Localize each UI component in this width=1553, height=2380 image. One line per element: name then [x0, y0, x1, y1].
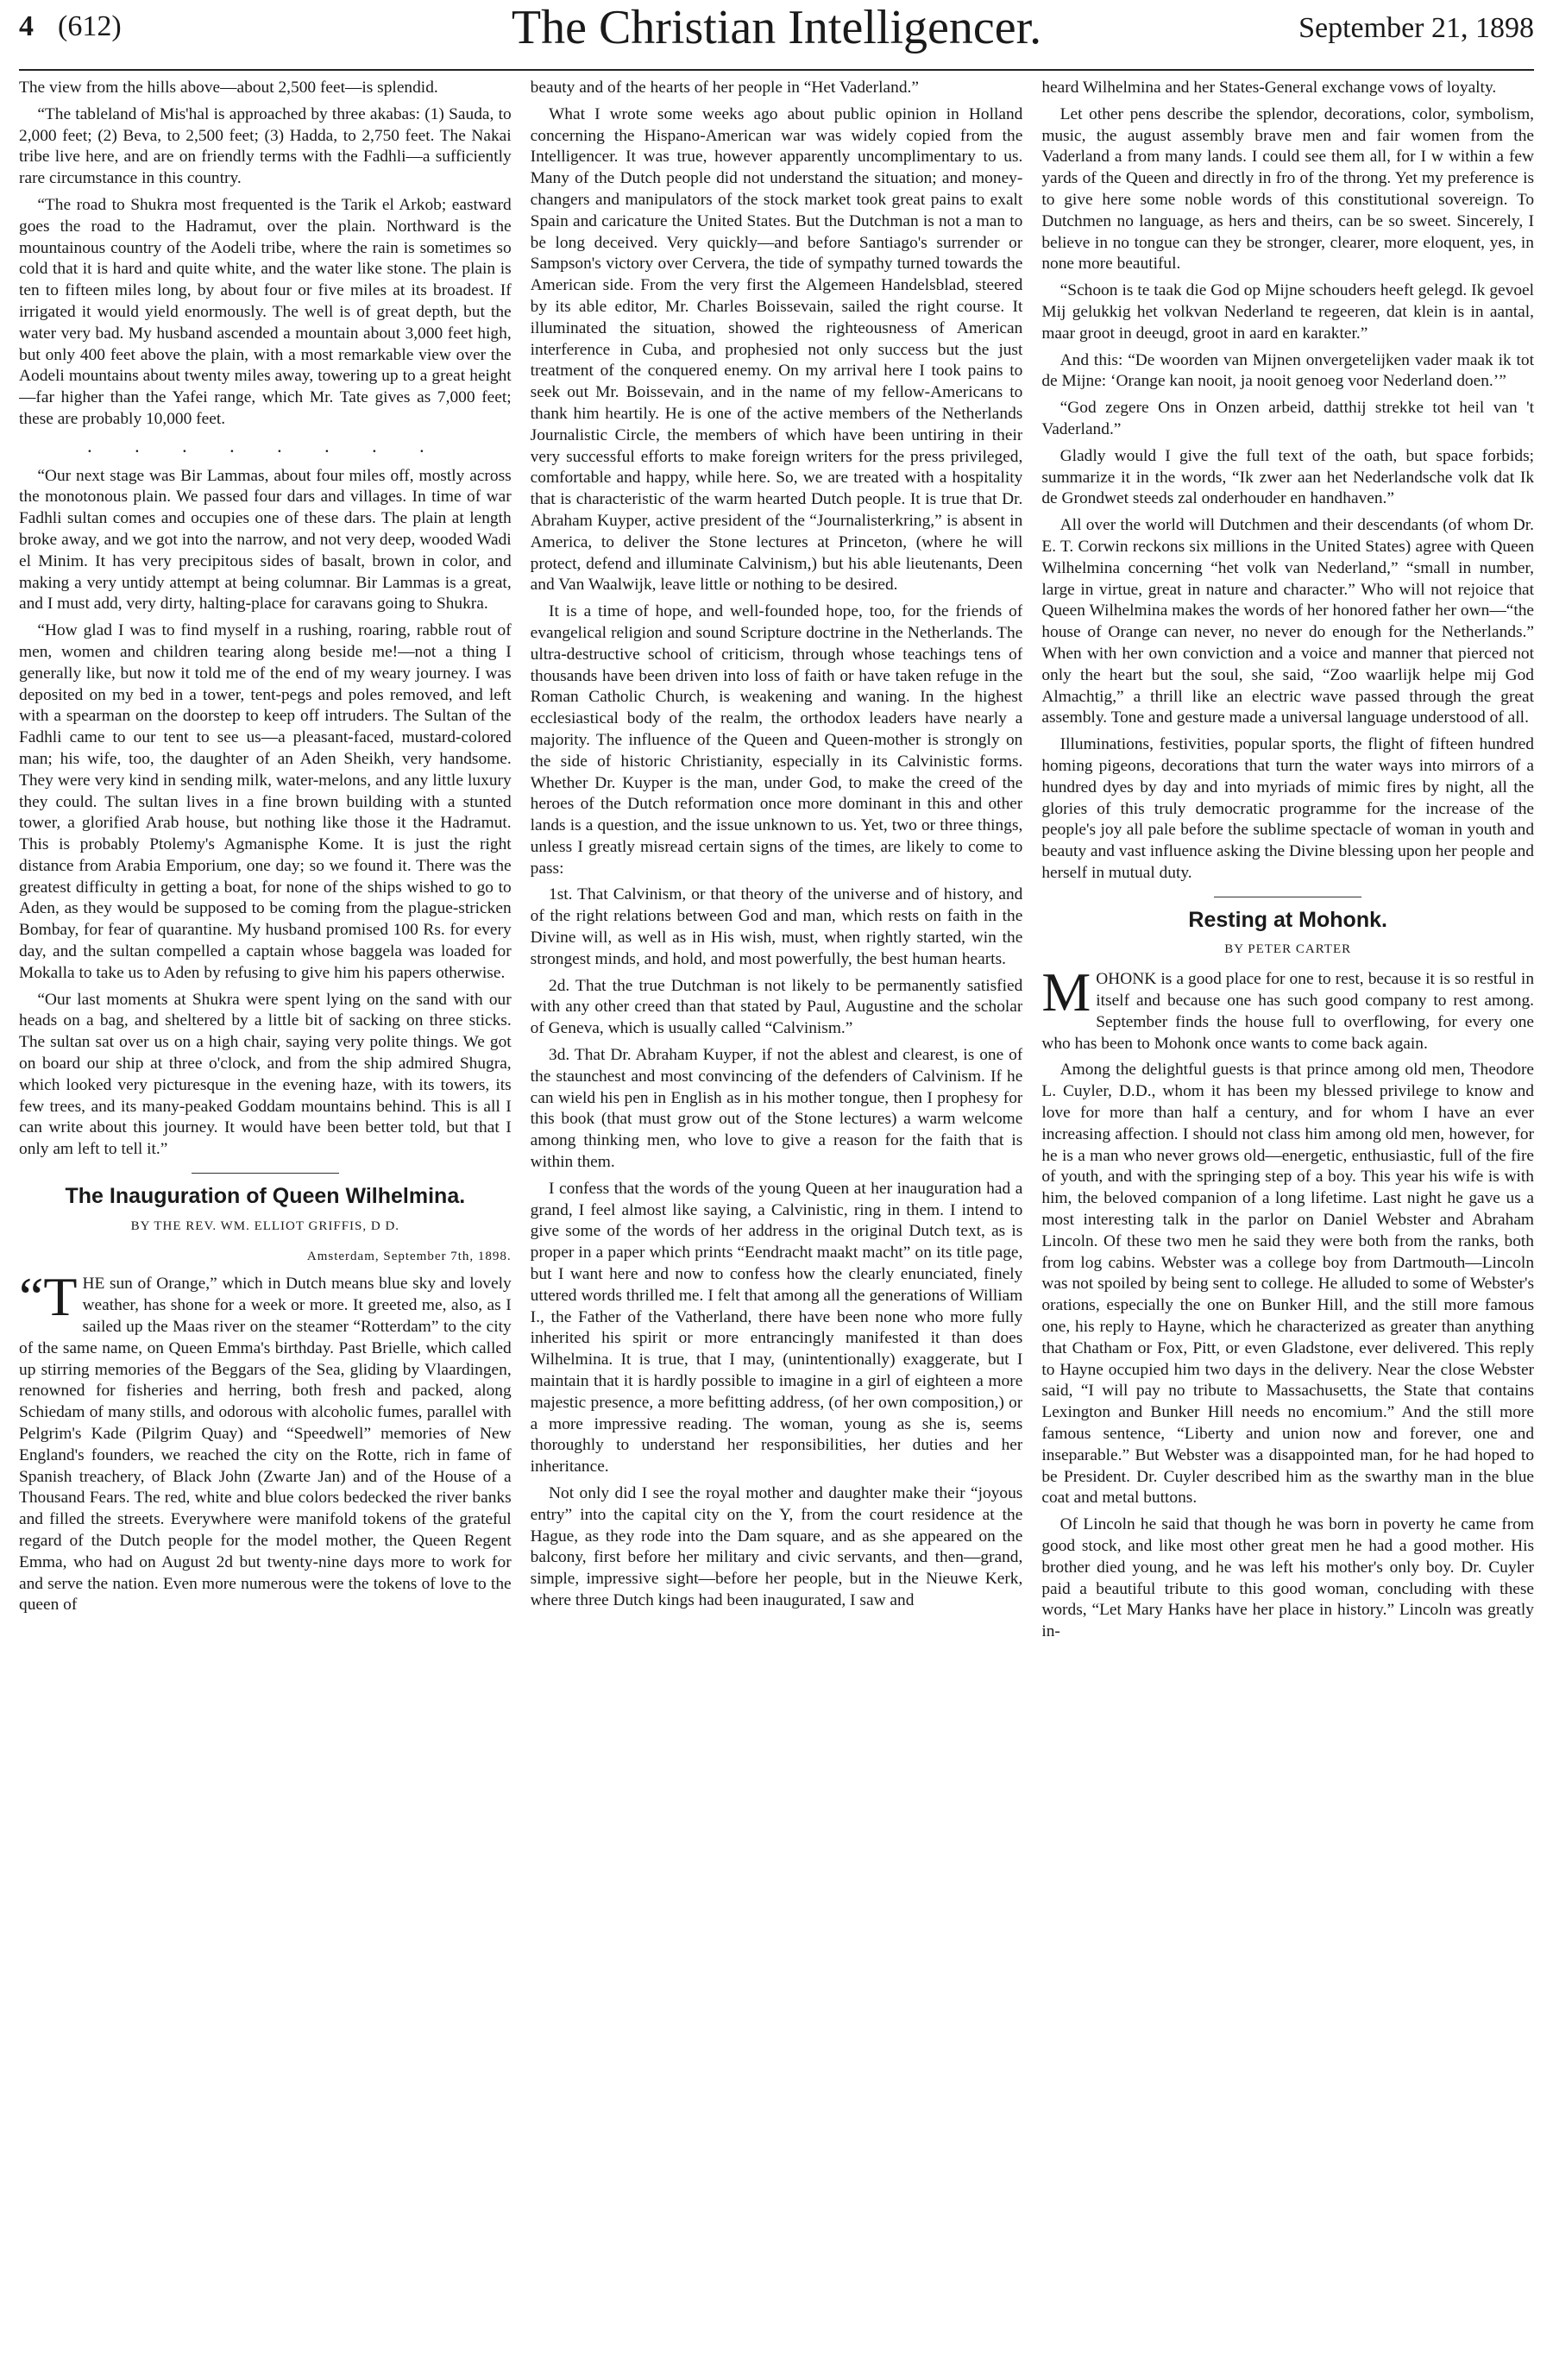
paragraph: Illuminations, festivities, popular sports, the flight of fifteen hundred homing pigeons, decorations that turn the water ways into mirrors of a hundred dyes by day and into myriads of mimic fires by night, all the glories of this truly democratic programme for the increase of the people's joy all pale before the sublime spectacle of woman in youth and beauty and vast influence asking the Divine blessing upon her people and herself in mutual duty. — [1041, 735, 1535, 882]
paragraph — [19, 1266, 512, 1616]
article-columns — [19, 78, 1534, 2373]
newspaper-title: The Christian Intelligencer. — [511, 1, 1042, 54]
paragraph: It is a time of hope, and well-founded hope, too, for the friends of evangelical religion and sound Scripture doctrine in the Netherlands. The ultra-destructive school of criticism, through whose teachings tens of thousands have been driven into loss of faith or have taken refuge in the Roman Catholic Church, is weakening and waning. In the highest ecclesiastical body of the realm, the orthodox leaders have nearly a majority. The influence of the Queen and Queen-mother is strongly on the side of historic Christianity, especially in its Calvinistic forms. Whether Dr. Kuyper is the man, under God, to make the creed of the heroes of the Dutch reformation once more dominant in this and other lands is a question, and the issue unknown to us. Yet, two or three things, unless I greatly misread certain signs of the times, are likely to come to pass: — [530, 602, 1023, 878]
paragraph: What I wrote some weeks ago about public opinion in Holland concerning the Hispano-American war was widely copied from the Intelligencer. It was true, however apparently uncomplimentary to us. Many of the Dutch people did not understand the situation; and money-changers and manipulators of the stock market took great pains to exalt Spain and caricature the United States. But the Dutchman is not a man to be long deceived. Very quickly—and before Santiago's surrender or Sampson's victory over Cervera, the tide of sympathy turned towards the American side. From the very first the Algemeen Handelsblad, steered by its able editor, Mr. Charles Boissevain, sailed the right course. It illuminated the situation, showed the righteousness of American interference in Cuba, and prophesied not only success but the just treatment of the conquered enemy. On my arrival here I took pains to seek out Mr. Boissevain, and in the name of my fellow-Americans to thank him heartily. He is one of the active members of the Netherlands Journalistic Circle, the members of which have been untiring in their very successful efforts to make foreign writers for the press privileged, comfortable and happy, while here. So, we are treated with a hospitality that is characteristic of the warm hearted Dutch people. It is true that Dr. Abraham Kuyper, active president of the “Journalisterkring,” is absent in America, to deliver the Stone lectures at Princeton, (where he will protect, defend and illuminate Calvinism,) but his able lieutenants, Deen and Van Waalwijk, leave little or nothing to be desired. — [530, 104, 1023, 595]
paragraph: beauty and of the hearts of her people in “Het Vaderland.” — [530, 79, 919, 97]
section-dots-divider: . . . . . . . . — [87, 434, 443, 456]
paragraph: “Schoon is te taak die God op Mijne schouders heeft gelegd. Ik gevoel Mij gelukkig het volkvan Nederland te regeeren, dat klein is in aantal, maar groot in deeugd, groot in aard en karakter.” — [1041, 281, 1535, 343]
column-2 — [531, 78, 1023, 2373]
page-number: 4 (612) — [19, 10, 122, 42]
paragraph: “The road to Shukra most frequented is the Tarik el Arkob; eastward goes the road to the Hadramut, over the plain. Northward is the mountainous country of the Aodeli tribe, where the rain is sometimes so cold that it is hard and quite white, and the water like stone. The plain is ten to fifteen miles long, by about four or five miles at its broadest. If irrigated it would yield enormously. The well is of great depth, but the water very bad. My husband ascended a mountain about 3,000 feet high, but only 400 feet above the plain, with a most remarkable view over the Aodeli mountains about twenty miles away, towering up to a great height—far higher than the Yafei range, which Mr. Tate gives as 7,000 feet; these are probably 10,000 feet. — [19, 195, 512, 428]
article-headline: Resting at Mohonk. — [1188, 907, 1387, 932]
article-headline: The Inauguration of Queen Wilhelmina. — [65, 1184, 466, 1209]
paragraph: Of Lincoln he said that though he was born in poverty he came from good stock, and like most other great men he had a good mother. His brother died young, and he was left his mother's only boy. Dr. Cuyler paid a beautiful tribute to this good woman, concluding with these words, “Let Mary Hanks have her place in history.” Lincoln was greatly in- — [1041, 1515, 1535, 1641]
paragraph: And this: “De woorden van Mijnen onvergetelijken vader maak ik tot de Mijne: ‘Orange kan nooit, ja nooit genoeg voor Nederland doen.’” — [1041, 350, 1535, 391]
paragraph: 3d. That Dr. Abraham Kuyper, if not the ablest and clearest, is one of the staunchest and most convincing of the defenders of Calvinism. If he can wield his pen in English as in his mother tongue, then I prophesy for this book (that must grow out of the Stone lectures) a warm welcome among thinking men, who love to give a reason for the faith that is within them. — [530, 1046, 1023, 1172]
page-bracket-number: (612) — [58, 10, 122, 42]
paragraph: “How glad I was to find myself in a rushing, roaring, rabble rout of men, women and children tearing along beside me!—not a thing I generally like, but now it told me of the end of my weary journey. I was deposited on my bed in a tower, tent-pegs and poles removed, and left with a spearman on the doorstep to keep off intruders. The Sultan of the Fadhli came to our tent to see us—a pleasant-faced, mustard-colored man; his wife, too, the daughter of an Aden Sheikh, very handsome. They were very kind in sending milk, water-melons, and any little luxury they could. The sultan lives in a fine brown building with a stunted tower, a glorified Arab house, but nothing like those it the Hadramut. This is probably Ptolemy's Agmanisphe Kome. It is just the right distance from Arabia Emporium, one day; so we found it. There was the greatest difficulty in getting a boat, for none of the ships wished to go to Aden, as they would be supposed to be coming from the plague-stricken Bombay, for fear of quarantine. My husband promised 100 Rs. for every day, and the sultan compelled a captain whose baggela was loaded for Mokalla to take us to Aden by refusing to give him his papers otherwise. — [19, 621, 512, 982]
drop-cap: M — [1041, 961, 1091, 1023]
paragraph: “Our last moments at Shukra were spent lying on the sand with our heads on a bag, and sheltered by a little bit of sacking on three sticks. The sultan sat over us on a high chair, saying very polite things. We got on board our ship at three o'clock, and from the ship admired Shugra, which looked very picturesque in the evening haze, with its towers, its few trees, and its many-peaked Goddam mountains behind. This is all I can write about this journey. It would have been better told, but that I only am left to tell it.” — [19, 990, 512, 1159]
paragraph — [1041, 961, 1535, 1055]
paragraph: Among the delightful guests is that prince among old men, Theodore L. Cuyler, D.D., whom it has been my blessed privilege to know and love for more than half a century, and for whom I have an ever increasing affection. I should not class him among old men, however, for he is a man who never grows old—energetic, enthusiastic, full of the fire of youth, and with the springing step of a boy. This year his wife is with him, the beloved companion of a long lifetime. Last night he gave us a most interesting talk in the parlor on Daniel Webster and Abraham Lincoln. Of these two men he said they were both from the ranks, both from log cabins. Webster was a college boy from Dartmouth—Lincoln was not spoiled by being sent to college. He alluded to some of Webster's orations, especially the one on Bunker Hill, and the still more famous one, his reply to Hayne, which he characterized as greater than anything that Chatham or Fox, Pitt, or even Gladstone, ever delivered. This reply to Hayne occupied him two days in the delivery. Near the close Webster said, “I will pay no tribute to Massachusetts, the State that contains Lexington and Bunker Hill needs no encomium.” And the still more famous sentence, “Liberty and union now and forever, one and inseparable.” But Webster was a disappointed man, for he had hoped to be President. Dr. Cuyler described him as the swarthy man in the blue coat and metal buttons. — [1041, 1061, 1535, 1508]
column-3 — [1041, 78, 1534, 2373]
issue-date: September 21, 1898 — [1298, 12, 1534, 44]
paragraph: All over the world will Dutchmen and their descendants (of whom Dr. E. T. Corwin reckons six millions in the United States) agree with Queen Wilhelmina concerning “het volk van Nederland,” “small in number, large in virtue, great in nature and character.” Who will not rejoice that Queen Wilhelmina makes the words of her honored father her own—“the house of Orange can never, no never do enough for the Netherlands.” When with her own conviction and a voice and manner that pierced not only the heart but the soul, she said, “Zoo waarlijk helpe mij God Almachtig,” a thrill like an electric wave passed through the great assembly. Tone and gesture made a universal language understood of all. — [1041, 516, 1535, 727]
paragraph: The view from the hills above—about 2,500 feet—is splendid. — [19, 79, 438, 97]
masthead — [19, 0, 1534, 71]
section-divider — [192, 1173, 339, 1174]
paragraph: Gladly would I give the full text of the oath, but space forbids; summarize it in the words, “Ik zwer aan het Nederlandsche volk dat Ik de Grondwet steeds zal onderhouder en handhaven.” — [1041, 446, 1535, 508]
paragraph: heard Wilhelmina and her States-General exchange vows of loyalty. — [1041, 79, 1497, 97]
paragraph: Let other pens describe the splendor, decorations, color, symbolism, music, the august assembly brave men and fair women from the Vaderland a from many lands. I could see them all, for I w within a few yards of the Queen and directly in fro of the throng. Yet my preference is to give here some noble words of this constitutional sovereign. To Dutchmen no language, as hers and theirs, can be so sweet. Sincerely, I believe in no tongue can they be stronger, clearer, more eloquent, yes, in none more beautiful. — [1041, 104, 1535, 274]
paragraph-text: HE sun of Orange,” which in Dutch means blue sky and lovely weather, has shone for a week or more. It greeted me, also, as I sailed up the Maas river on the steamer “Rotterdam” to the city of the same name, on Queen Emma's birthday. Past Brielle, which called up stirring memories of the Beggars of the Sea, gliding by Vlaardingen, renowned for fisheries and herring, both fresh and packed, along Schiedam of many stills, and odorous with alcoholic fumes, parallel with Pelgrim's Kade (Pilgrim Quay) and “Speedwell” memories of New England's founders, we reached the city on the Rotte, rich in fame of Spanish treachery, of Black John (Zwarte Jan) and of the House of a Thousand Fears. The red, white and blue colors bedecked the river banks and filled the streets. Everywhere were manifold tokens of the grateful regard of the Dutch people for the model mother, the Queen Regent Emma, who had on August 2d but twenty-nine days more to work for and serve the nation. Even more numerous were the tokens of love to the queen of — [19, 1275, 512, 1615]
paragraph: “Our next stage was Bir Lammas, about four miles off, mostly across the monotonous plain. We passed four dars and villages. In time of war Fadhli sultan comes and occupies one of these dars. The plain at length broke away, and we got into the narrow, and not very deep, wooded Wadi el Minim. It has very precipitous sides of basalt, brown in color, and making a very untidy attempt at being columnar. Bir Lammas is a great, and I must add, very dirty, halting-place for caravans going to Shukra. — [19, 466, 512, 614]
paragraph: I confess that the words of the young Queen at her inauguration had a grand, I feel almost like saying, a Calvinistic, ring in them. I intend to give some of the words of her address in the original Dutch text, as is proper in a paper which prints “Eendracht maakt macht” on its title page, but I want here and now to confess how the clearly enunciated, finely uttered words thrilled me. I felt that among all the generations of William I., the Father of the Vatherland, there have been none who more fully inherited his spirit or more entrancingly manifested it than does Wilhelmina. It is true, that I may, (unintentionally) exaggerate, but I maintain that it is hardly possible to imagine in a girl of eighteen a more majestic presence, a more befitting address, (of her own composition,) or a more impressive reading. The woman, young as she is, seems thoroughly to understand her responsibilities, her duties and her inheritance. — [530, 1179, 1023, 1476]
article-dateline: Amsterdam, September 7th, 1898. — [306, 1249, 512, 1263]
column-1 — [19, 78, 512, 2373]
paragraph: Not only did I see the royal mother and daughter make their “joyous entry” into the capital city on the Y, from the court residence at the Hague, as they rode into the Dam square, and as she appeared on the balcony, first before her military and civic servants, and then—grand, simple, impressive sight—before her people, but in the Nieuwe Kerk, where three Dutch kings had been inaugurated, I saw and — [530, 1484, 1023, 1609]
drop-cap: “T — [19, 1266, 78, 1328]
paragraph-text: OHONK is a good place for one to rest, because it is so restful in itself and because one has such good company to rest among. September finds the house full to overflowing, for every one who has been to Mohonk once wants to come back again. — [1041, 970, 1535, 1053]
article-byline: BY THE REV. WM. ELLIOT GRIFFIS, D D. — [130, 1218, 400, 1233]
article-byline: BY PETER CARTER — [1224, 942, 1352, 957]
paragraph: “God zegere Ons in Onzen arbeid, datthij strekke tot heil van 't Vaderland.” — [1041, 399, 1535, 438]
paragraph: 2d. That the true Dutchman is not likely to be permanently satisfied with any other creed than that stated by Paul, Augustine and the scholar of Geneva, which is usually called “Calvinism.” — [530, 976, 1023, 1038]
paragraph: “The tableland of Mis'hal is approached by three akabas: (1) Sauda, to 2,000 feet; (2) Beva, to 2,500 feet; (3) Hadda, to 2,750 feet. The Nakai tribe live here, and are on friendly terms with the Fadhli—a sufficiently rare circumstance in this country. — [19, 104, 512, 188]
paragraph: 1st. That Calvinism, or that theory of the universe and of history, and of the right relations between God and man, which rests on faith in the Divine will, as well as in His wish, must, when rightly started, win the strongest minds, and hold, and most powerfully, the best human hearts. — [530, 885, 1023, 968]
